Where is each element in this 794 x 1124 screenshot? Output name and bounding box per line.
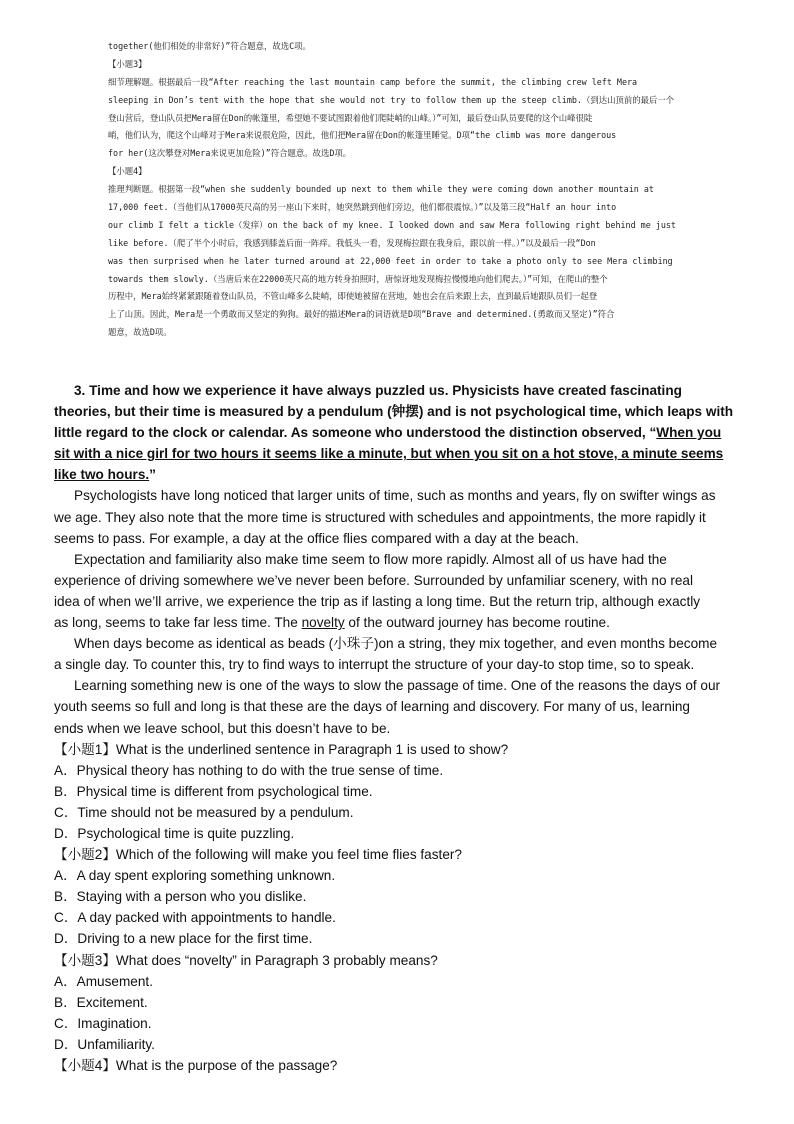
question-3-stem: 【小题3】What does “novelty” in Paragraph 3 probably means? — [54, 952, 438, 968]
underlined-sentence: When you — [656, 425, 722, 441]
explanation-line: 细节理解题。根据最后一段“After reaching the last mountain camp before the summit, the climbing crew left Mera — [108, 76, 638, 87]
paragraph-1-line: 3. Time and how we experience it have always puzzled us. Physicists have created fascinating — [74, 383, 682, 398]
paragraph-3-line: Expectation and familiarity also make time seem to flow more rapidly. Almost all of us have had the — [74, 551, 667, 567]
paragraph-5-line: youth seems so full and long is that these are the days of learning and discovery. For many of us, learning — [54, 699, 690, 715]
paragraph-2-line: we age. They also note that the more time is structured with schedules and appointments, the more rapidly it — [54, 509, 706, 525]
question-2-option-d: D．Driving to a new place for the first time. — [54, 931, 313, 947]
question-3-option-d: D．Unfamiliarity. — [54, 1036, 155, 1052]
paragraph-3-line — [54, 612, 744, 633]
explanation-line: for her(这次攀登对Mera来说更加危险)”符合题意。故选D项。 — [108, 148, 352, 159]
explanation-line: was then surprised when he later turned around at 22,000 feet in order to take a photo only to see Mera climbing — [108, 255, 673, 266]
paragraph-3-line: idea of when we’ll arrive, we experience the trip as if lasting a long time. But the return trip, although exactly — [54, 593, 701, 609]
explanation-line: 【小题4】 — [108, 166, 147, 177]
explanation-line: our climb I felt a tickle（发痒）on the back of my knee. I looked down and saw Mera following right behind me just — [108, 219, 676, 230]
question-2-stem: 【小题2】Which of the following will make you feel time flies faster? — [54, 847, 462, 863]
answer-explanation — [108, 38, 730, 342]
paragraph-4-line: a single day. To counter this, try to find ways to interrupt the structure of your day-to stop time, so to speak. — [54, 657, 695, 673]
question-3-option-b: B．Excitement. — [54, 994, 148, 1010]
question-1-stem: 【小题1】What is the underlined sentence in Paragraph 1 is used to show? — [54, 741, 509, 757]
reading-passage — [54, 380, 744, 1076]
underlined-sentence: sit with a nice girl for two hours it seems like a minute, but when you sit on a hot stove, a minute seems — [54, 446, 724, 462]
underlined-sentence: like two hours. — [54, 467, 150, 483]
question-1-option-b: B．Physical time is different from psychological time. — [54, 783, 373, 799]
question-2-option-a: A．A day spent exploring something unknown. — [54, 868, 336, 884]
explanation-line: 峭，他们认为，爬这个山峰对于Mera来说很危险，因此，他们把Mera留在Don的帐篷里睡觉。D项“the climb was more dangerous — [108, 130, 617, 141]
explanation-line: 题意，故选D项。 — [108, 327, 172, 338]
paragraph-5-line: ends when we leave school, but this doesn’t have to be. — [54, 720, 391, 736]
underlined-word-novelty: novelty — [301, 615, 345, 631]
paragraph-3-text: as long, seems to take far less time. The — [54, 615, 302, 631]
paragraph-1-line: theories, but their time is measured by a pendulum (钟摆) and is not psychological time, which leaps with — [54, 404, 734, 420]
question-4-stem: 【小题4】What is the purpose of the passage? — [54, 1058, 338, 1073]
explanation-line: sleeping in Don’s tent with the hope that she would not try to follow them up the steep climb.（到达山顶前的最后一个 — [108, 94, 675, 105]
paragraph-3-line: experience of driving somewhere we’ve never been before. Surrounded by unfamiliar scenery, with no real — [54, 572, 693, 588]
explanation-line: together(他们相处的非常好)”符合题意，故选C项。 — [108, 41, 311, 51]
question-3-option-c: C．Imagination. — [54, 1015, 152, 1031]
paragraph-1-line — [54, 464, 744, 485]
explanation-line: 历程中，Mera始终紧紧跟随着登山队员，不管山峰多么陡峭，即使她被留在营地，她也会在后来跟上去，直到最后她跟队员们一起登 — [108, 291, 598, 302]
explanation-line: 17,000 feet.（当他们从17000英尺高的另一座山下来时，她突然跳到他们旁边，他们都很震惊。）”以及第三段“Half an hour into — [108, 202, 617, 213]
explanation-line: 登山营后，登山队员把Mera留在Don的帐篷里，希望她不要试图跟着他们爬陡峭的山峰。）”可知，最后登山队员要爬的这个山峰很陡 — [108, 112, 593, 123]
question-2-option-c: C．A day packed with appointments to handle. — [54, 910, 336, 926]
paragraph-2-line: Psychologists have long noticed that larger units of time, such as months and years, fly on swifter wings as — [74, 488, 716, 504]
paragraph-4-line: When days become as identical as beads (小珠子)on a string, they mix together, and even months become — [74, 636, 718, 652]
question-1-option-d: D．Psychological time is quite puzzling. — [54, 825, 295, 841]
paragraph-5-line: Learning something new is one of the ways to slow the passage of time. One of the reasons the days of our — [74, 678, 721, 694]
paragraph-1-line — [54, 443, 744, 464]
question-1-option-c: C．Time should not be measured by a pendulum. — [54, 804, 354, 820]
question-2-option-b: B．Staying with a person who you dislike. — [54, 889, 307, 905]
explanation-line: 上了山顶。因此，Mera是一个勇敢而又坚定的狗狗。最好的描述Mera的词语就是D项“Brave and determined.(勇敢而又坚定)”符合 — [108, 309, 615, 320]
explanation-line: 【小题3】 — [108, 58, 147, 69]
paragraph-1-text: ” — [149, 467, 156, 483]
explanation-line: towards them slowly.（当唐后来在22000英尺高的地方转身拍照时，唐惊讶地发现梅拉慢慢地向他们爬去。）”可知，在爬山的整个 — [108, 273, 608, 284]
paragraph-2-line: seems to pass. For example, a day at the office flies compared with a day at the beach. — [54, 530, 579, 546]
question-1-option-a: A．Physical theory has nothing to do with the true sense of time. — [54, 762, 444, 778]
question-3-option-a: A．Amusement. — [54, 973, 153, 989]
explanation-line: like before.（爬了半个小时后，我感到膝盖后面一阵痒。我低头一看，发现梅拉跟在我身后，跟以前一样。）”以及最后一段“Don — [108, 237, 596, 248]
paragraph-1-line — [54, 422, 744, 443]
explanation-line: 推理判断题。根据第一段“when she suddenly bounded up next to them while they were coming down another mountain at — [108, 184, 654, 195]
paragraph-3-text: of the outward journey has become routine. — [344, 615, 610, 631]
paragraph-1-text: little regard to the clock or calendar. As someone who understood the distinction observed, “ — [54, 425, 657, 441]
